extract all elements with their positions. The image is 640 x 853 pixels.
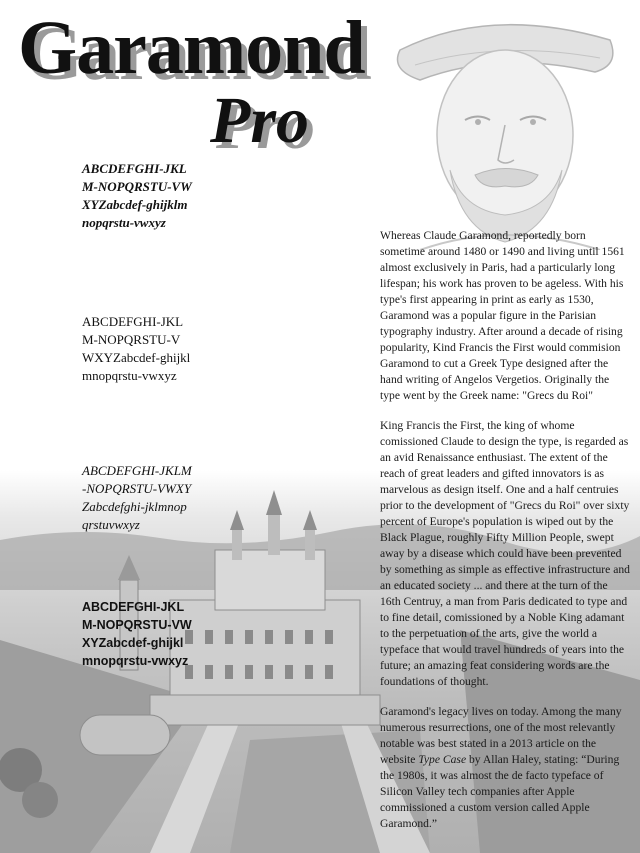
portrait-illustration [380, 10, 640, 250]
paragraph-3-after: by Allan Haley, stating: “During the 1980s, it was almost the de facto typeface of Silicon Valley tech companies after Apple commissioned a custom version called Apple Garamond.” [380, 753, 620, 830]
specimen-bold-sans: ABCDEFGHI-JKLM-NOPQRSTU-VWXYZabcdef-ghijklmnopqrstu-vwxyz [82, 600, 192, 668]
paragraph-2: King Francis the First, the king of whome comissioned Claude to design the type, is regarded as an avid Renaissance enthusiast. The extent of the reach of great leaders and gifted innovators is as marvelous as design itself. One and a half centruies prior to the development of "Grecs du Roi" over sixty percent of Europe's population is wiped out by the Black Plague, roughly Fifty Million People, swept away by a disease which could have been prevented by something as simple as effective infrastructure and an educated society ... and there at the turn of the 16th Centruy, a man from Paris dedicated to type and to fine detail, comissioned by a Noble King adamant to the perpetuation of the arts, give the world a typeface that would travel hundreds of years into the future; an amazing feat considering words are the foundations of thought. [380, 419, 630, 688]
body-article [380, 228, 630, 846]
title-garamond: Garamond [18, 6, 365, 90]
specimen-regular: ABCDEFGHI-JKLM-NOPQRSTU-VWXYZabcdef-ghijklmnopqrstu-vwxyz [82, 314, 191, 383]
paragraph-3-before: Garamond's legacy lives on today. Among the many numerous resurrections, one of the most relevantly notable was best stated in a 2013 article on the website [380, 705, 622, 766]
website-title: Type Case [418, 753, 467, 766]
paragraph-3 [380, 704, 630, 832]
specimen-italic: ABCDEFGHI-JKLM-NOPQRSTU-VWXYZabcdefghi-jklmnopqrstuvwxyz [82, 463, 192, 532]
specimen-bold-italic: ABCDEFGHI-JKLM-NOPQRSTU-VWXYZabcdef-ghijklmnopqrstu-vwxyz [82, 161, 192, 230]
garamond-portrait [380, 10, 640, 250]
title-pro: Pro [210, 84, 309, 157]
paragraph-1: Whereas Claude Garamond, reportedly born sometime around 1480 or 1490 and living until 1561 almost exclusively in Paris, had a particularly long lifespan; his work has proven to be ageless. With his type's first appearing in print as early as 1530, Garamond was a popular figure in the Parisian typography industry. After around a decade of rising popularity, Kind Francis the First would commision Garamond to cut a Greek Type designed after the hand writing of Angelos Vergetios. Originally the type went by the Greek name: "Grecs du Roi" [380, 229, 625, 402]
